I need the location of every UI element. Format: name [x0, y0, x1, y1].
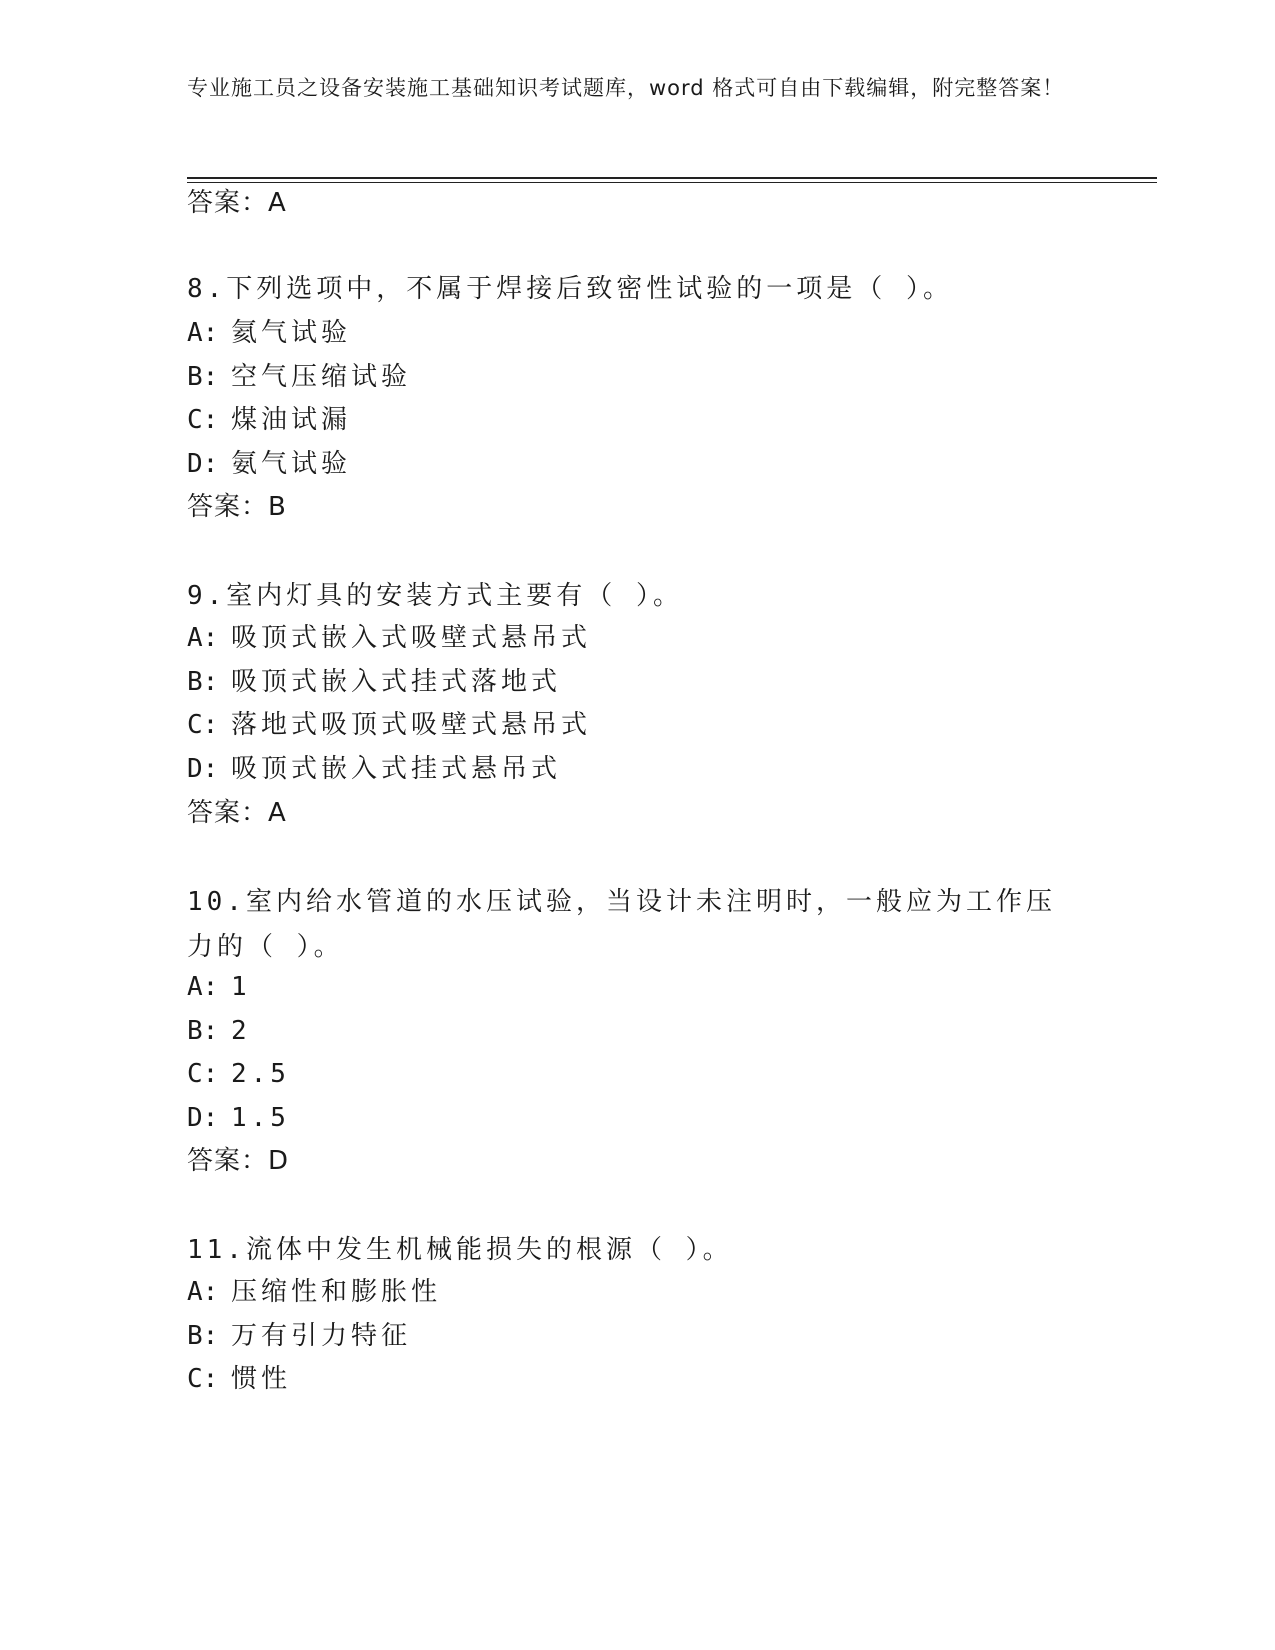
question-10-option-a [187, 970, 251, 1004]
question-8-option-a [187, 316, 351, 350]
option-letter: A: [187, 972, 219, 1002]
option-letter: C: [187, 1059, 219, 1089]
option-text: 2.5 [231, 1059, 290, 1089]
option-letter: B: [187, 1321, 219, 1351]
question-11-option-a [187, 1275, 441, 1309]
question-10-text: 10.室内给水管道的水压试验，当设计未注明时，一般应为工作压力的（ ）。 [187, 887, 1056, 962]
answer-question-9: 答案：A [187, 798, 287, 828]
question-9-text: 9.室内灯具的安装方式主要有（ ）。 [187, 581, 683, 611]
question-9-option-b [187, 665, 561, 699]
answer-question-10: 答案：D [187, 1146, 290, 1176]
question-10-option-d [187, 1101, 290, 1135]
option-letter: B: [187, 362, 219, 392]
answer-question-8: 答案：B [187, 492, 287, 522]
question-8-option-c [187, 403, 351, 437]
option-letter: D: [187, 754, 219, 784]
question-11-text: 11.流体中发生机械能损失的根源（ ）。 [187, 1235, 733, 1265]
option-letter: D: [187, 449, 219, 479]
option-text: 吸顶式嵌入式挂式悬吊式 [231, 754, 562, 784]
question-9-option-d [187, 752, 561, 786]
question-11-option-b [187, 1319, 411, 1353]
option-text: 吸顶式嵌入式吸壁式悬吊式 [231, 623, 592, 653]
option-letter: A: [187, 1277, 219, 1307]
option-text: 2 [231, 1016, 251, 1046]
option-letter: B: [187, 667, 219, 697]
option-letter: C: [187, 1364, 219, 1394]
option-text: 氨气试验 [231, 449, 352, 479]
header-divider-thin [187, 182, 1157, 183]
option-letter: A: [187, 623, 219, 653]
option-letter: C: [187, 710, 219, 740]
option-text: 1 [231, 972, 251, 1002]
question-8-option-b [187, 360, 411, 394]
question-8-option-d [187, 447, 351, 481]
question-9-option-a [187, 621, 591, 655]
option-text: 煤油试漏 [231, 405, 352, 435]
option-text: 落地式吸顶式吸壁式悬吊式 [231, 710, 592, 740]
option-text: 空气压缩试验 [231, 362, 412, 392]
option-letter: D: [187, 1103, 219, 1133]
option-text: 吸顶式嵌入式挂式落地式 [231, 667, 562, 697]
question-8-text: 8.下列选项中，不属于焊接后致密性试验的一项是（ ）。 [187, 274, 953, 304]
option-text: 氦气试验 [231, 318, 352, 348]
option-letter: B: [187, 1016, 219, 1046]
document-header-text: 专业施工员之设备安装施工基础知识考试题库，word 格式可自由下载编辑，附完整答案！ [187, 76, 1065, 100]
question-9-option-c [187, 708, 591, 742]
option-letter: C: [187, 405, 219, 435]
option-text: 万有引力特征 [231, 1321, 412, 1351]
option-text: 1.5 [231, 1103, 290, 1133]
option-text: 压缩性和膨胀性 [231, 1277, 442, 1307]
answer-previous: 答案：A [187, 188, 287, 218]
option-letter: A: [187, 318, 219, 348]
question-10-option-b [187, 1014, 251, 1048]
question-11-option-c [187, 1362, 291, 1396]
header-divider-thick [187, 177, 1157, 179]
option-text: 惯性 [231, 1364, 292, 1394]
question-10-option-c [187, 1057, 290, 1091]
